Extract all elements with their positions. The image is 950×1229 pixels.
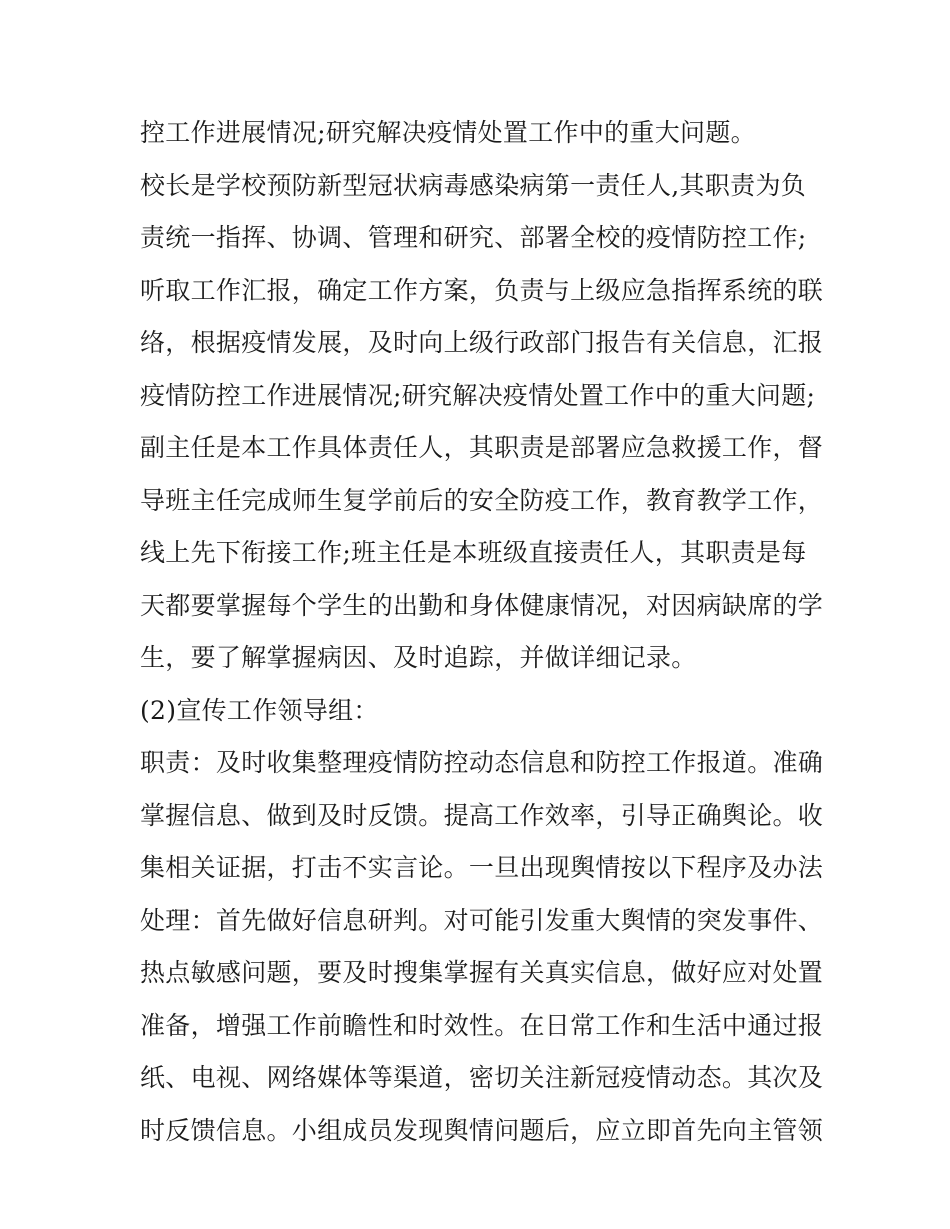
text-line: 生，要了解掌握病因、及时追踪，并做详细记录。 (140, 643, 697, 672)
text-line: 控工作进展情况;研究解决疫情处置工作中的重大问题。 (140, 118, 756, 147)
text-line: 导班主任完成师生复学前后的安全防疫工作，教育教学工作， (140, 485, 824, 515)
text-line: 处理：首先做好信息研判。对可能引发重大舆情的突发事件、 (140, 905, 824, 935)
text-line: 天都要掌握每个学生的出勤和身体健康情况，对因病缺席的学 (140, 590, 824, 620)
body-text (140, 107, 824, 1157)
text-line: 职责：及时收集整理疫情防控动态信息和防控工作报道。准确 (140, 748, 824, 777)
text-line: 掌握信息、做到及时反馈。提高工作效率，引导正确舆论。收 (140, 800, 824, 830)
text-line: 线上先下衔接工作;班主任是本班级直接责任人，其职责是每 (140, 538, 807, 567)
text-line: 听取工作汇报，确定工作方案，负责与上级应急指挥系统的联 (140, 275, 824, 305)
text-line: 纸、电视、网络媒体等渠道，密切关注新冠疫情动态。其次及 (140, 1063, 824, 1092)
text-line: 集相关证据，打击不实言论。一旦出现舆情按以下程序及办法 (140, 853, 824, 882)
text-line: 疫情防控工作进展情况;研究解决疫情处置工作中的重大问题; (140, 380, 816, 410)
text-line: 热点敏感问题，要及时搜集掌握有关真实信息，做好应对处置 (140, 958, 824, 987)
text-line: 副主任是本工作具体责任人，其职责是部署应急救援工作，督 (140, 433, 824, 462)
section-heading: (2)宣传工作领导组： (140, 695, 379, 725)
text-line: 络，根据疫情发展，及时向上级行政部门报告有关信息，汇报 (140, 328, 824, 357)
text-line: 校长是学校预防新型冠状病毒感染病第一责任人,其职责为负 (140, 170, 807, 200)
text-line: 时反馈信息。小组成员发现舆情问题后，应立即首先向主管领 (140, 1115, 824, 1145)
text-line: 准备，增强工作前瞻性和时效性。在日常工作和生活中通过报 (140, 1010, 824, 1040)
text-line: 责统一指挥、协调、管理和研究、部署全校的疫情防控工作; (140, 223, 807, 252)
